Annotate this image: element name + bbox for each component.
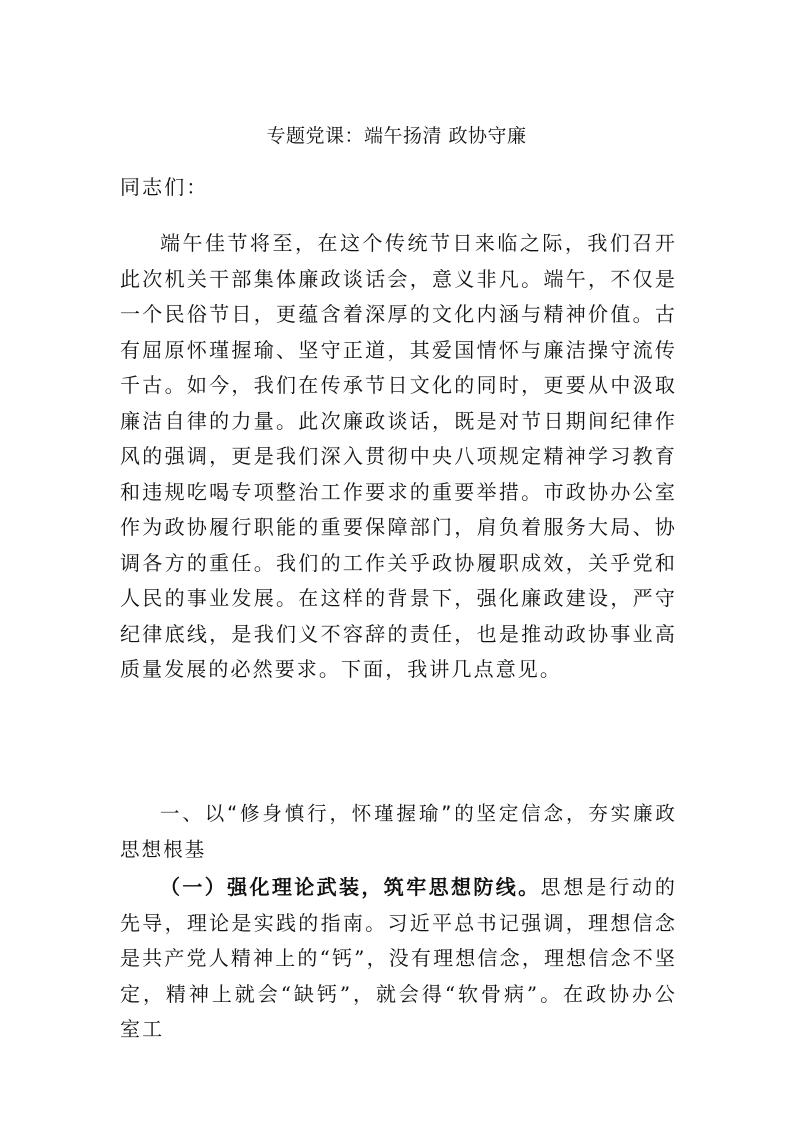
paragraph-text: 思想是行动的先导，理论是实践的指南。习近平总书记强调，理想信念是共产党人精神上的“钙”，没有理想信念，理想信念不坚定，精神上就会“缺钙”，就会得“软骨病”。在政协办公室工 bbox=[120, 875, 677, 1041]
document-title: 专题党课：端午扬清 政协守廉 bbox=[266, 125, 527, 147]
paragraph-intro: 端午佳节将至，在这个传统节日来临之际，我们召开此次机关干部集体廉政谈话会，意义非凡。端午，不仅是一个民俗节日，更蕴含着深厚的文化内涵与精神价值。古有屈原怀瑾握瑜、坚守正道，其爱国情怀与廉洁操守流传千古。如今，我们在传承节日文化的同时，更要从中汲取廉洁自律的力量。此次廉政谈话，既是对节日期间纪律作风的强调，更是我们深入贯彻中央八项规定精神学习教育和违规吃喝专项整治工作要求的重要举措。市政协办公室作为政协履行职能的重要保障部门，肩负着服务大局、协调各方的重任。我们的工作关乎政协履职成效，关乎党和人民的事业发展。在这样的背景下，强化廉政建设，严守纪律底线，是我们义不容辞的责任，也是推动政协事业高质量发展的必然要求。下面，我讲几点意见。 bbox=[120, 231, 677, 681]
salutation: 同志们： bbox=[120, 175, 209, 199]
section-heading-1: 一、以“修身慎行，怀瑾握瑜”的坚定信念，夯实廉政思想根基 bbox=[120, 802, 677, 861]
subsection-heading: （一）强化理论武装，筑牢思想防线。 bbox=[160, 875, 541, 899]
paragraph-section-1-1 bbox=[120, 870, 677, 1048]
